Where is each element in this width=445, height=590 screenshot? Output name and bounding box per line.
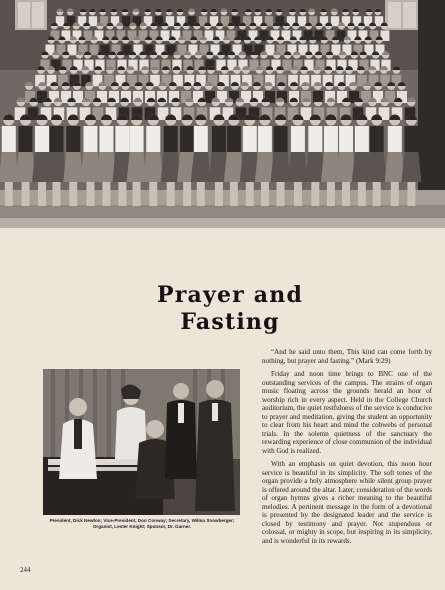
title-line-2: Fasting: [180, 309, 280, 335]
article-text: [262, 348, 432, 550]
scripture-quote: “And he said unto them, This kind can come forth by nothing, but prayer and fasting.” (Mark 9:29): [262, 348, 432, 365]
photo-caption: President, Dick Newton; Vice-President, Don Conway; Secretary, Wilma Snowberger; Organist, Lester Knight; Sponsor, Dr. Garner.: [49, 518, 235, 530]
group-photograph: [0, 0, 445, 228]
page-number: 244: [20, 566, 31, 574]
officers-photograph: [43, 369, 240, 515]
body-paragraph-2: With an emphasis on quiet devotion, this noon hour service is beautiful in its simplicity. The soft tones of the organ provide a holy atmosphere while silent group prayer is offered around the altar. Later, consideration of the words of organ hymns gives a richer meaning to the beautiful melodies. A pertinent message in the form of a devotional is presented by the designated leader and the service is closed by testimony and prayer. Not stupendous or colossal, or mighty in scope, but inspiring in its simplicity, and is wonderful in its rewards.: [262, 460, 432, 545]
body-paragraph-1: Friday and noon time brings to BNC one of the outstanding services of the campus. The strains of organ music floating across the grounds herald an hour of worship rich in every aspect. Held in the College Church auditorium, the quiet restfulness of the service is conducive to prayer and meditation, giving the student an opportunity to clear from his heart and mind the cobwebs of personal trials. In the solemn quietness of the sanctuary the rewarding experience of close communion of the individual with God is realized.: [262, 370, 432, 455]
page-title: [130, 282, 330, 336]
title-line-1: Prayer and: [156, 282, 304, 308]
